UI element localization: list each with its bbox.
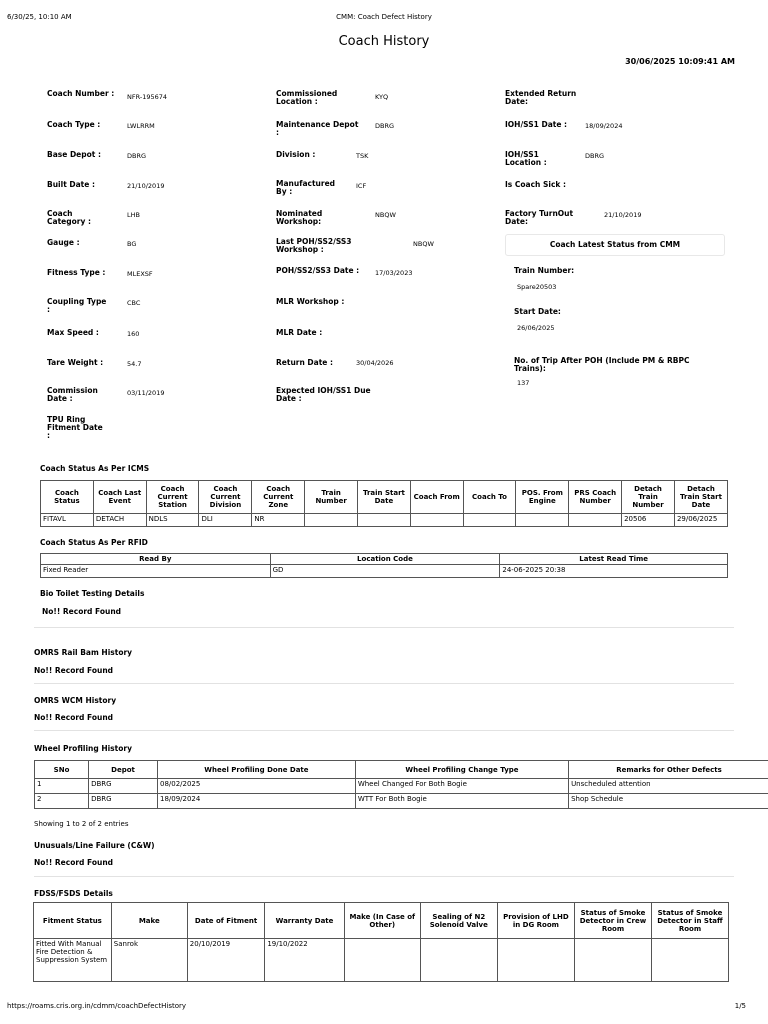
unusuals-empty: No!! Record Found: [34, 858, 114, 867]
wheel-header-row: [35, 761, 768, 779]
print-datetime: 6/30/25, 10:10 AM: [7, 13, 72, 21]
trips-label: No. of Trip After POH (Include PM & RBPC Trains):: [514, 356, 690, 373]
wheel-cell: Shop Schedule: [569, 794, 768, 809]
icms-cell: [463, 514, 516, 527]
fdss-header-cell: Status of Smoke Detector in Staff Room: [651, 903, 728, 939]
icms-header-cell: Coach To: [463, 481, 516, 514]
fdss-cell: [574, 939, 651, 982]
fdss-cell: Fitted With Manual Fire Detection & Suppression System: [34, 939, 112, 982]
rfid-title: Coach Status As Per RFID: [40, 538, 148, 547]
ioh-location-label: IOH/SS1 Location :: [505, 150, 547, 167]
rfid-header-row: [41, 554, 728, 565]
page-title: Coach History: [338, 34, 430, 49]
maintenance-depot-value: DBRG: [375, 122, 395, 130]
rfid-header-cell: Read By: [41, 554, 271, 565]
fdss-header-cell: Make (In Case of Other): [344, 903, 420, 939]
coach-number-label: Coach Number :: [47, 89, 115, 98]
max-speed-value: 160: [127, 330, 140, 338]
factory-turnout-value: 21/10/2019: [604, 211, 642, 219]
fdss-cell: [497, 939, 574, 982]
wheel-header-cell: Depot: [89, 761, 158, 779]
fdss-title: FDSS/FSDS Details: [34, 889, 113, 898]
icms-header-cell: Coach Status: [41, 481, 94, 514]
maintenance-depot-label: Maintenance Depot :: [276, 120, 359, 137]
return-date-value: 30/04/2026: [356, 359, 394, 367]
coach-category-label: Coach Category :: [47, 209, 91, 226]
icms-header-cell: Coach Current Division: [199, 481, 252, 514]
icms-header-cell: Detach Train Number: [622, 481, 675, 514]
fdss-table: [33, 902, 729, 982]
icms-header-cell: PRS Coach Number: [569, 481, 622, 514]
tare-weight-label: Tare Weight :: [47, 358, 104, 367]
coupling-type-value: CBC: [127, 299, 141, 307]
icms-cell: [569, 514, 622, 527]
rfid-cell: 24-06-2025 20:38: [500, 565, 728, 578]
wcm-empty: No!! Record Found: [34, 713, 114, 722]
commission-date-value: 03/11/2019: [127, 389, 165, 397]
wheel-cell: 1: [35, 779, 89, 794]
fdss-header-cell: Make: [111, 903, 187, 939]
division-label: Division :: [276, 150, 316, 159]
rfid-cell: Fixed Reader: [41, 565, 271, 578]
fdss-header-cell: Warranty Date: [265, 903, 344, 939]
icms-cell: [305, 514, 358, 527]
icms-cell: NR: [252, 514, 305, 527]
wheel-cell: Unscheduled attention: [569, 779, 768, 794]
icms-cell: FITAVL: [41, 514, 94, 527]
bio-toilet-title: Bio Toilet Testing Details: [40, 589, 145, 598]
latest-status-title: Coach Latest Status from CMM: [505, 234, 725, 256]
wheel-cell: 08/02/2025: [157, 779, 355, 794]
wheel-table: [34, 760, 768, 809]
coupling-type-label: Coupling Type :: [47, 297, 107, 314]
wheel-body: [35, 779, 768, 809]
rail-bam-title: OMRS Rail Bam History: [34, 648, 133, 657]
fdss-cell: [651, 939, 728, 982]
fdss-header-cell: Status of Smoke Detector in Crew Room: [574, 903, 651, 939]
print-tab-title: CMM: Coach Defect History: [336, 13, 432, 21]
rfid-table: [40, 553, 728, 578]
return-date-label: Return Date :: [276, 358, 334, 367]
train-number-label: Train Number:: [514, 266, 575, 275]
poh-date-value: 17/03/2023: [375, 269, 413, 277]
fdss-body: [34, 939, 729, 982]
icms-title: Coach Status As Per ICMS: [40, 464, 150, 473]
extended-return-label: Extended Return Date:: [505, 89, 577, 106]
manufactured-by-value: ICF: [356, 182, 367, 190]
icms-cell: DETACH: [93, 514, 146, 527]
wheel-cell: 18/09/2024: [157, 794, 355, 809]
start-date-value: 26/06/2025: [517, 324, 555, 332]
icms-header-cell: Coach Current Zone: [252, 481, 305, 514]
table-row: [41, 514, 728, 527]
last-poh-workshop-label: Last POH/SS2/SS3 Workshop :: [276, 237, 352, 254]
icms-cell: [410, 514, 463, 527]
ioh-location-value: DBRG: [585, 152, 605, 160]
icms-cell: [516, 514, 569, 527]
fdss-header-cell: Provision of LHD in DG Room: [497, 903, 574, 939]
icms-header-cell: Train Number: [305, 481, 358, 514]
commission-date-label: Commission Date :: [47, 386, 98, 403]
icms-cell: NDLS: [146, 514, 199, 527]
base-depot-label: Base Depot :: [47, 150, 101, 159]
nominated-workshop-label: Nominated Workshop:: [276, 209, 323, 226]
fdss-header-cell: Date of Fitment: [187, 903, 265, 939]
coach-type-label: Coach Type :: [47, 120, 101, 129]
icms-header-cell: Coach From: [410, 481, 463, 514]
wheel-cell: Wheel Changed For Both Bogie: [355, 779, 568, 794]
ioh-date-label: IOH/SS1 Date :: [505, 120, 568, 129]
icms-header-cell: Detach Train Start Date: [674, 481, 727, 514]
divider: [34, 627, 734, 628]
icms-cell: DLI: [199, 514, 252, 527]
table-row: [35, 779, 768, 794]
rfid-cell: GD: [270, 565, 500, 578]
wheel-header-cell: Remarks for Other Defects: [569, 761, 768, 779]
wheel-cell: DBRG: [89, 779, 158, 794]
icms-body: [41, 514, 728, 527]
fdss-cell: [344, 939, 420, 982]
rfid-body: [41, 565, 728, 578]
fdss-cell: Sanrok: [111, 939, 187, 982]
built-date-value: 21/10/2019: [127, 182, 165, 190]
icms-header-row: [41, 481, 728, 514]
fdss-header-row: [34, 903, 729, 939]
footer-page: 1/5: [734, 1002, 746, 1010]
trips-value: 137: [517, 379, 530, 387]
icms-cell: [358, 514, 411, 527]
table-row: [41, 565, 728, 578]
wheel-header-cell: SNo: [35, 761, 89, 779]
fdss-header-cell: Fitment Status: [34, 903, 112, 939]
nominated-workshop-value: NBQW: [375, 211, 396, 219]
footer-url[interactable]: https://roams.cris.org.in/cdmm/coachDefectHistory: [7, 1002, 187, 1010]
expected-ioh-label: Expected IOH/SS1 Due Date :: [276, 386, 371, 403]
coach-category-value: LHB: [127, 211, 140, 219]
fdss-header-cell: Sealing of N2 Solenoid Valve: [420, 903, 497, 939]
ioh-date-value: 18/09/2024: [585, 122, 623, 130]
icms-header-cell: POS. From Engine: [516, 481, 569, 514]
wheel-entries: Showing 1 to 2 of 2 entries: [34, 820, 129, 828]
icms-header-cell: Coach Last Event: [93, 481, 146, 514]
commissioned-location-label: Commissioned Location :: [276, 89, 338, 106]
gauge-label: Gauge :: [47, 238, 80, 247]
last-poh-workshop-value: NBQW: [413, 240, 434, 248]
table-row: [35, 794, 768, 809]
divider: [34, 730, 734, 731]
start-date-label: Start Date:: [514, 307, 561, 316]
icms-header-cell: Train Start Date: [358, 481, 411, 514]
mlr-workshop-label: MLR Workshop :: [276, 297, 345, 306]
fitness-type-label: Fitness Type :: [47, 268, 106, 277]
wheel-header-cell: Wheel Profiling Change Type: [355, 761, 568, 779]
fdss-cell: 20/10/2019: [187, 939, 265, 982]
is-sick-label: Is Coach Sick :: [505, 180, 566, 189]
unusuals-title: Unusuals/Line Failure (C&W): [34, 841, 155, 850]
mlr-date-label: MLR Date :: [276, 328, 323, 337]
wheel-header-cell: Wheel Profiling Done Date: [157, 761, 355, 779]
timestamp: 30/06/2025 10:09:41 AM: [625, 57, 735, 66]
commissioned-location-value: KYQ: [375, 93, 389, 101]
icms-header-cell: Coach Current Station: [146, 481, 199, 514]
factory-turnout-label: Factory TurnOut Date:: [505, 209, 574, 226]
wheel-cell: DBRG: [89, 794, 158, 809]
rfid-header-cell: Latest Read Time: [500, 554, 728, 565]
table-row: [34, 939, 729, 982]
division-value: TSK: [356, 152, 369, 160]
wheel-title: Wheel Profiling History: [34, 744, 132, 753]
manufactured-by-label: Manufactured By :: [276, 179, 336, 196]
icms-cell: 20506: [622, 514, 675, 527]
gauge-value: BG: [127, 240, 137, 248]
icms-cell: 29/06/2025: [674, 514, 727, 527]
divider: [34, 876, 734, 877]
rail-bam-empty: No!! Record Found: [34, 666, 114, 675]
divider: [34, 683, 734, 684]
train-number-value: Spare20503: [517, 283, 557, 291]
rfid-header-cell: Location Code: [270, 554, 500, 565]
fdss-cell: [420, 939, 497, 982]
wcm-title: OMRS WCM History: [34, 696, 117, 705]
max-speed-label: Max Speed :: [47, 328, 99, 337]
fdss-cell: 19/10/2022: [265, 939, 344, 982]
coach-type-value: LWLRRM: [127, 122, 155, 130]
wheel-cell: 2: [35, 794, 89, 809]
wheel-cell: WTT For Both Bogie: [355, 794, 568, 809]
fitness-type-value: MLEXSF: [127, 270, 153, 278]
built-date-label: Built Date :: [47, 180, 95, 189]
poh-date-label: POH/SS2/SS3 Date :: [276, 266, 360, 275]
icms-table: [40, 480, 728, 527]
tpu-ring-label: TPU Ring Fitment Date :: [47, 415, 103, 440]
tare-weight-value: 54.7: [127, 360, 142, 368]
coach-number-value: NFR-195674: [127, 93, 168, 101]
base-depot-value: DBRG: [127, 152, 147, 160]
bio-toilet-empty: No!! Record Found: [42, 607, 122, 616]
